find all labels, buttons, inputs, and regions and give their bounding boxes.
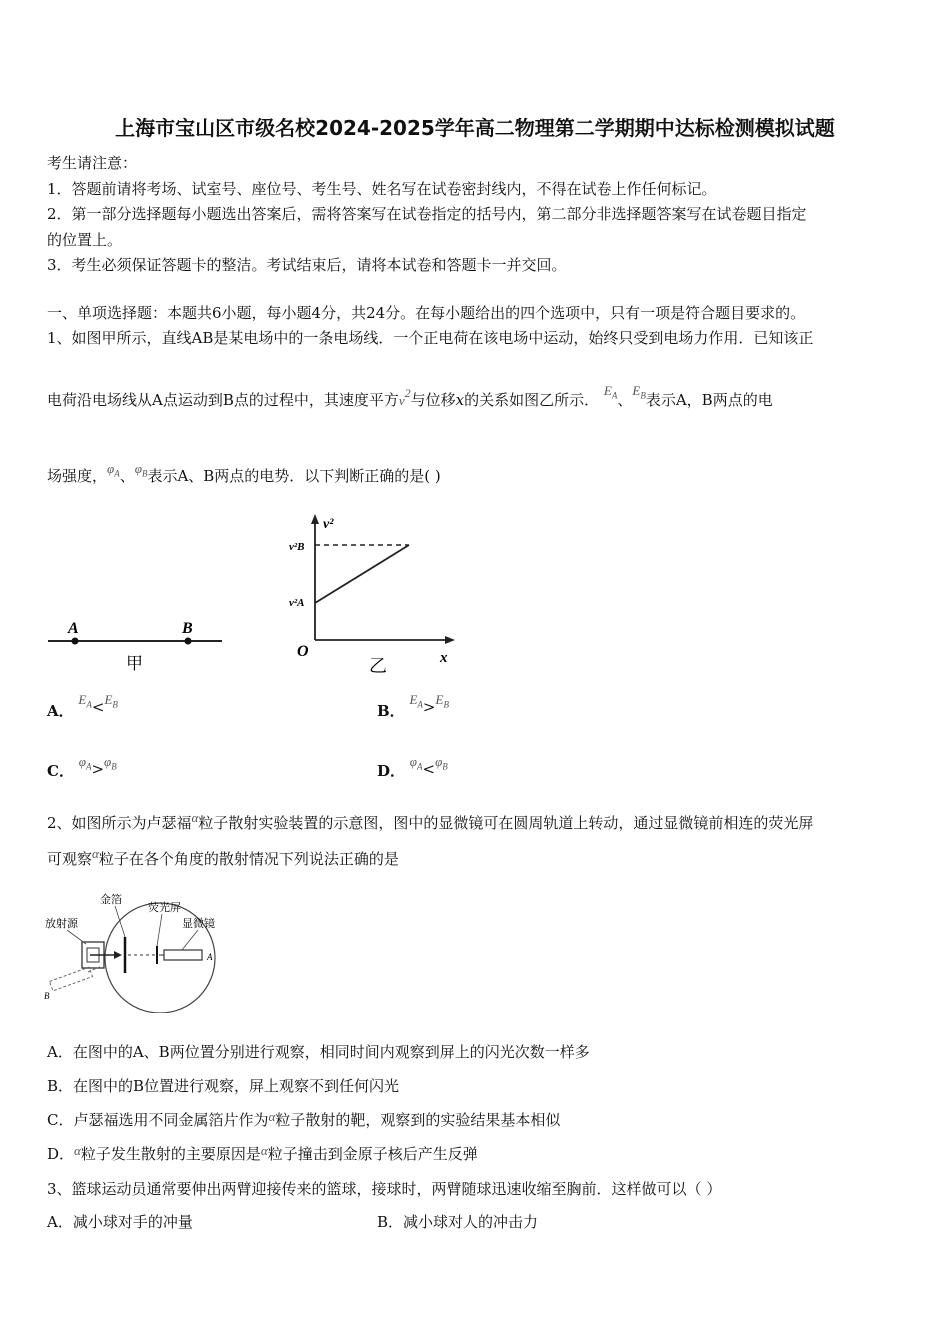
- q3-option-a[interactable]: A．减小球对手的冲量: [47, 1213, 193, 1231]
- q1-text: 与位移: [410, 391, 456, 409]
- page-title: 上海市宝山区市级名校2024-2025学年高二物理第二学期期中达标检测模拟试题: [115, 116, 835, 140]
- figure-caption: 甲: [126, 654, 143, 673]
- q2-option-c[interactable]: C．卢瑟福选用不同金属箔片作为α粒子散射的靶，观察到的实验结果基本相似: [47, 1109, 561, 1129]
- q2-option-d[interactable]: D．α粒子发生散射的主要原因是α粒子撞击到金原子核后产生反弹: [47, 1143, 478, 1163]
- alpha-symbol: α: [191, 810, 199, 825]
- q1-text: 表示A，B两点的电: [645, 391, 773, 409]
- x-symbol: x: [455, 391, 465, 409]
- notice-item: 1．答题前请将考场、试室号、座位号、考生号、姓名写在试卷密封线内，不得在试卷上作任何标记。: [47, 180, 717, 198]
- figure-caption: 乙: [369, 656, 387, 676]
- section-heading: 一、单项选择题：本题共6小题，每小题4分，共24分。在每小题给出的四个选项中，只有一项是符合题目要求的。: [47, 304, 806, 322]
- q1-option-b[interactable]: B． $E_A>E_B$: [377, 692, 449, 720]
- point-a: [72, 638, 79, 645]
- v2-line: [315, 545, 409, 603]
- q1-text: 电荷沿电场线从A点运动到B点的过程中，其速度平方: [47, 391, 399, 409]
- q3-stem: 3、篮球运动员通常要伸出两臂迎接传来的篮球，接球时，两臂随球迅速收缩至胸前．这样做可以（ ）: [47, 1180, 722, 1198]
- y-axis-arrow: [311, 514, 319, 524]
- origin-label: O: [297, 643, 309, 660]
- va-label: v²A: [289, 597, 305, 609]
- alpha-symbol: α: [260, 1143, 268, 1158]
- figure-yi: [285, 510, 465, 680]
- q2-stem-line1: 2、如图所示为卢瑟福α粒子散射实验装置的示意图，图中的显微镜可在圆周轨道上转动，通过显微镜前相连的荧光屏: [47, 810, 814, 832]
- microscope: [164, 950, 202, 960]
- q3-option-b[interactable]: B．减小球对人的冲击力: [377, 1213, 539, 1231]
- q1-stem-line2: [47, 383, 773, 411]
- q1-option-c[interactable]: C． $\varphi_A>\varphi_B$: [47, 754, 117, 780]
- q1-stem-line3: 场强度，$\varphi_A$、$\varphi_B$表示A、B两点的电势．以下判断正确的是( ): [47, 461, 441, 485]
- notice-item: 2．第一部分选择题每小题选出答案后，需将答案写在试卷指定的括号内，第二部分非选择题答案写在试卷题目指定: [47, 205, 807, 223]
- label-b: B: [182, 620, 193, 637]
- rutherford-apparatus-figure: [40, 888, 240, 1013]
- separator: 、: [617, 391, 633, 409]
- q1-option-a[interactable]: A． $E_A<E_B$: [47, 692, 118, 720]
- point-b: [185, 638, 192, 645]
- q1-stem-line1: 1、如图甲所示，直线AB是某电场中的一条电场线．一个正电荷在该电场中运动，始终只受到电场力作用．已知该正: [47, 329, 814, 347]
- beam-arrow: [114, 951, 122, 959]
- figure-jia: [40, 605, 230, 675]
- x-axis-arrow: [445, 636, 455, 644]
- y-axis-label: v²: [323, 517, 334, 532]
- q2-stem-line2: 可观察α粒子在各个角度的散射情况下列说法正确的是: [47, 846, 399, 868]
- phia-symbol: $\varphi_A$: [107, 461, 120, 479]
- screen-label: 荧光屏: [148, 902, 181, 914]
- x-axis-label: x: [440, 650, 448, 666]
- q2-option-b[interactable]: B．在图中的B位置进行观察，屏上观察不到任何闪光: [47, 1077, 400, 1095]
- q1-text: 的关系如图乙所示．: [464, 391, 600, 409]
- alpha-symbol: α: [268, 1109, 276, 1124]
- v-squared-symbol: v2: [398, 386, 411, 408]
- alpha-symbol: α: [92, 846, 99, 861]
- label-a: A: [68, 620, 79, 637]
- vb-label: v²B: [289, 541, 305, 553]
- notice-item: 3．考生必须保证答题卡的整洁。考试结束后，请将本试卷和答题卡一并交回。: [47, 256, 567, 274]
- source-label: 放射源: [45, 918, 78, 930]
- foil-label: 金箔: [100, 894, 122, 906]
- phib-symbol: $\varphi_B$: [134, 461, 148, 479]
- q1-option-d[interactable]: D． $\varphi_A<\varphi_B$: [377, 754, 448, 780]
- microscope-label: 显微镜: [182, 918, 215, 930]
- alpha-symbol: α: [74, 1143, 81, 1158]
- position-b-label: B: [44, 991, 50, 1001]
- position-b-microscope: [50, 966, 102, 991]
- ea-symbol: $E_A$: [603, 383, 618, 401]
- notice-heading: 考生请注意：: [47, 154, 138, 172]
- eb-symbol: $E_B$: [632, 383, 646, 401]
- position-a-label: A: [207, 952, 213, 962]
- notice-item: 的位置上。: [47, 231, 123, 249]
- q2-option-a[interactable]: A．在图中的A、B两位置分别进行观察，相同时间内观察到屏上的闪光次数一样多: [47, 1043, 590, 1061]
